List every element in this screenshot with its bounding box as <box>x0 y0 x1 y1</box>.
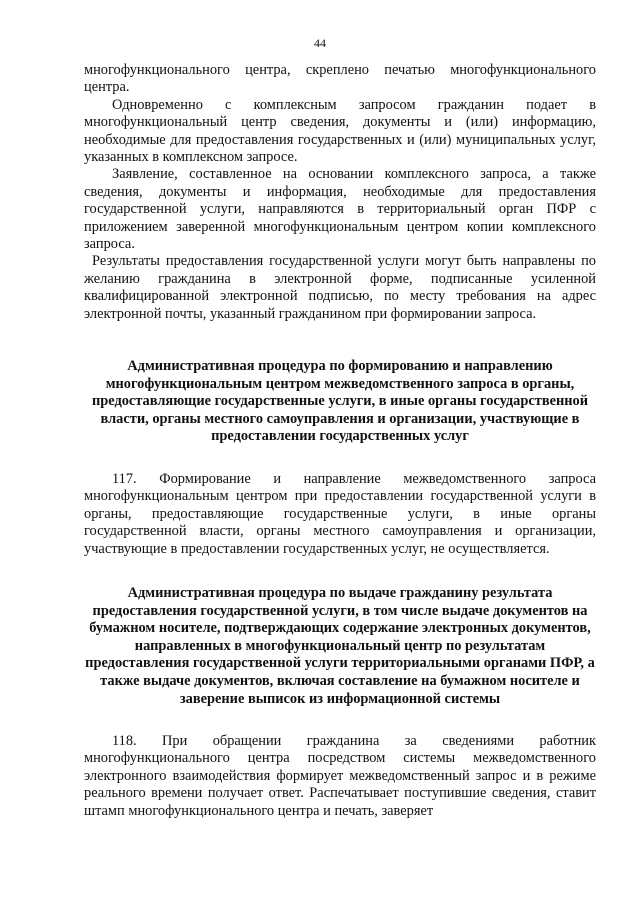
paragraph-mfc-seal: многофункционального центра, скреплено печатью многофункционального центра. <box>84 62 596 96</box>
page-number: 44 <box>314 36 326 50</box>
paragraph-118: 118. При обращении гражданина за сведениями работник многофункционального центра посредством системы межведомственного электронного взаимодействия формирует межведомственный запрос и в режиме реального времени получает ответ. Распечатывает поступившие сведения, ставит штамп многофункционального центра и печать, заверяет <box>84 733 596 819</box>
paragraph-application: Заявление, составленное на основании комплексного запроса, а также сведения, документы и информация, необходимые для предоставления государственной услуги, направляются в территориальный орган ПФР с приложением заверенной многофункциональным центром копии комплексного запроса. <box>84 166 596 253</box>
paragraph-simultaneously: Одновременно с комплексным запросом гражданин подает в многофункциональный центр сведения, документы и (или) информацию, необходимые для предоставления государственных и (или) муниципальных услуг, указанных в комплексном запросе. <box>84 96 596 166</box>
paragraph-results: Результаты предоставления государственной услуги могут быть направлены по желанию гражданина в электронной форме, подписанные усиленной квалифицированной электронной подписью, по месту требования на адрес электронной почты, указанный гражданином при формировании запроса. <box>84 253 596 322</box>
paragraph-117: 117. Формирование и направление межведомственного запроса многофункциональным центром при предоставлении государственной услуги в органы, предоставляющие государственные услуги, в иные органы государственной власти, органы местного самоуправления и организации, участвующие в предоставлении государственных услуг, не осуществляется. <box>84 471 596 557</box>
heading-interagency-request: Административная процедура по формированию и направлению многофункциональным центром межведомственного запроса в органы, предоставляющие государственные услуги, в иные органы государственной власти, органы местного самоуправления и организации, участвующие в предоставлении государственных услуг <box>91 358 589 445</box>
section-117 <box>84 471 596 558</box>
section-heading-interagency <box>84 358 596 446</box>
section-118 <box>84 733 596 820</box>
section-heading-issuance <box>84 585 596 708</box>
heading-result-issuance: Административная процедура по выдаче гражданину результата предоставления государственной услуги, в том числе выдаче документов на бумажном носителе, подтверждающих содержание электронных документов, направленных в многофункциональный центр по результатам предоставления государственной услуги территориальными органами ПФР, а также выдаче документов, включая составление на бумажном носителе и заверение выписок из информационной системы <box>85 585 595 707</box>
top-paragraphs <box>84 62 596 323</box>
